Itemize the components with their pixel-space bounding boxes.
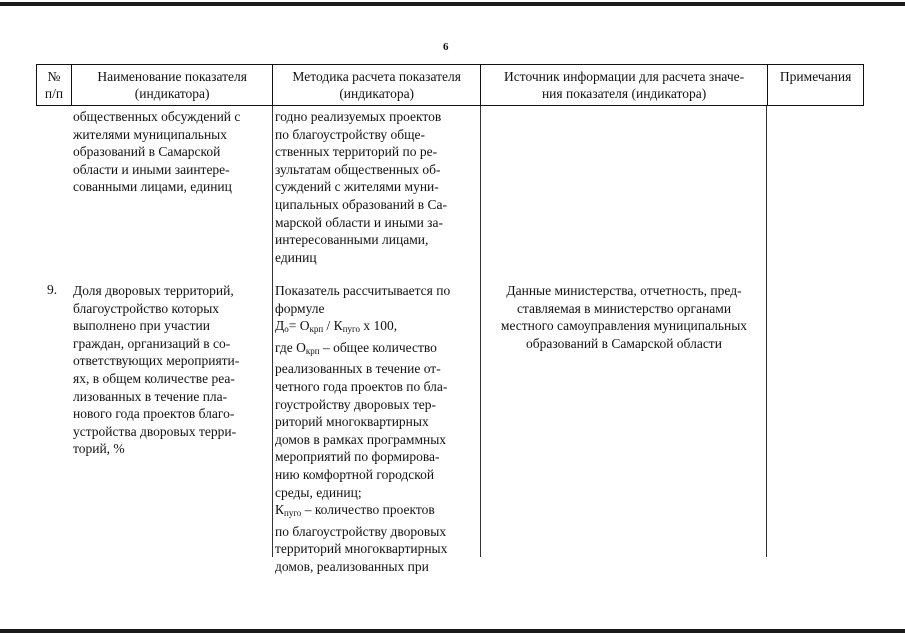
- formula-part: / К: [323, 318, 343, 334]
- header-line: Наименование показателя: [97, 69, 247, 84]
- row-9-name: [73, 282, 269, 458]
- formula-sub: о: [284, 324, 289, 335]
- k-line: [275, 501, 477, 523]
- where-line: [275, 339, 477, 361]
- row-prev-name-line: сованными лицами, единиц: [73, 179, 232, 195]
- k-suffix: – количество проектов: [301, 502, 435, 518]
- column-divider: [480, 106, 481, 557]
- header-line: ния показателя (индикатора): [541, 86, 707, 101]
- row-9-name-line: выполнено при участии: [73, 318, 210, 334]
- row-prev-name-line: жителями муниципальных: [73, 126, 227, 142]
- formula-part: = О: [288, 318, 310, 334]
- header-line: Методика расчета показателя: [292, 69, 461, 84]
- k-sub: пуго: [284, 508, 302, 519]
- header-col-source: [481, 65, 768, 105]
- header-line: (индикатора): [134, 86, 210, 101]
- row-9-method-line: нию комфортной городской: [275, 466, 435, 482]
- header-line: Источник информации для расчета значе-: [503, 69, 745, 84]
- formula-part: Д: [275, 318, 285, 334]
- row-9-name-line: ях, в общем количестве реа-: [73, 370, 235, 386]
- scan-bottom-border: [0, 629, 905, 633]
- formula-sub: крп: [309, 324, 324, 335]
- row-9-method-line: риторий многоквартирных: [275, 414, 429, 430]
- row-9-method: [275, 282, 477, 576]
- row-9-method-line: по благоустройству дворовых: [275, 523, 447, 539]
- header-line: №: [47, 69, 61, 84]
- row-9-method-line: гоустройству дворовых тер-: [275, 396, 437, 412]
- header-col-method: [273, 65, 481, 105]
- header-col-name: [72, 65, 274, 105]
- row-prev-method-line: годно реализуемых проектов: [275, 109, 442, 124]
- row-9-method-line: реализованных в течение от-: [275, 361, 441, 377]
- header-line: Примечания: [779, 69, 852, 84]
- where-suffix: – общее количество: [319, 339, 437, 355]
- row-9-source-line: Данные министерства, отчетность, пред-: [506, 283, 742, 298]
- row-9-method-line: мероприятий по формирова-: [275, 449, 440, 465]
- row-number: 9.: [47, 282, 58, 297]
- row-prev-method-line: ципальных образований в Са-: [275, 196, 447, 212]
- header-col-notes: [768, 65, 863, 105]
- formula-sub: пуго: [342, 324, 360, 335]
- row-9-source-line: образований в Самарской области: [526, 335, 722, 351]
- row-prev-method-line: марской области и иными за-: [275, 214, 443, 230]
- table-header: [36, 64, 864, 106]
- row-9-source-line: ставляемая в министерство органами: [516, 300, 732, 316]
- scan-top-border: [0, 2, 905, 6]
- row-9-method-line: среды, единиц;: [275, 484, 362, 500]
- row-9-method-line: территорий многоквартирных: [275, 541, 448, 557]
- row-9-method-line: четного года проектов по бла-: [275, 378, 448, 394]
- row-prev-method: [275, 108, 477, 266]
- column-divider: [766, 106, 767, 557]
- page-number: 6: [443, 41, 449, 53]
- row-9-name-line: Доля дворовых территорий,: [73, 283, 234, 298]
- column-divider: [272, 106, 273, 557]
- row-9-method-line: формуле: [275, 300, 325, 316]
- row-9-method-line: домов, реализованных при: [275, 558, 429, 574]
- header-line: (индикатора): [339, 86, 415, 101]
- formula-part: х 100,: [359, 318, 398, 334]
- row-9-name-line: ответствующих мероприяти-: [73, 353, 240, 369]
- row-prev-name-line: общественных обсуждений с: [73, 109, 241, 124]
- row-prev-name: [73, 108, 269, 196]
- row-9-source-line: местного самоуправления муниципальных: [500, 318, 748, 334]
- row-9-name-line: граждан, организаций в со-: [73, 335, 231, 351]
- row-9-name-line: торий, %: [73, 441, 125, 457]
- formula: [275, 317, 477, 339]
- where-prefix: где О: [275, 339, 306, 355]
- row-prev-method-line: интересованными лицами,: [275, 232, 429, 248]
- row-prev-method-line: зультатам общественных об-: [275, 161, 441, 177]
- row-9-name-line: лизованных в течение пла-: [73, 388, 228, 404]
- header-line: п/п: [44, 86, 64, 101]
- row-9-name-line: устройства дворовых терри-: [73, 423, 237, 439]
- row-prev-method-line: по благоустройству обще-: [275, 126, 426, 142]
- row-9-source: [483, 282, 765, 352]
- row-prev-name-line: образований в Самарской: [73, 144, 221, 160]
- header-col-number: [37, 65, 72, 105]
- row-9-name-line: нового года проектов благо-: [73, 406, 235, 422]
- row-prev-name-line: области и иными заинтере-: [73, 161, 230, 177]
- where-sub: крп: [305, 345, 320, 356]
- row-9-method-line: домов в рамках программных: [275, 431, 447, 447]
- row-prev-method-line: суждений с жителями муни-: [275, 179, 439, 195]
- row-prev-method-line: единиц: [275, 249, 317, 265]
- row-prev-method-line: ственных территорий по ре-: [275, 144, 438, 160]
- k-prefix: К: [275, 502, 285, 518]
- row-9-method-line: Показатель рассчитывается по: [275, 283, 451, 298]
- row-9-name-line: благоустройство которых: [73, 300, 220, 316]
